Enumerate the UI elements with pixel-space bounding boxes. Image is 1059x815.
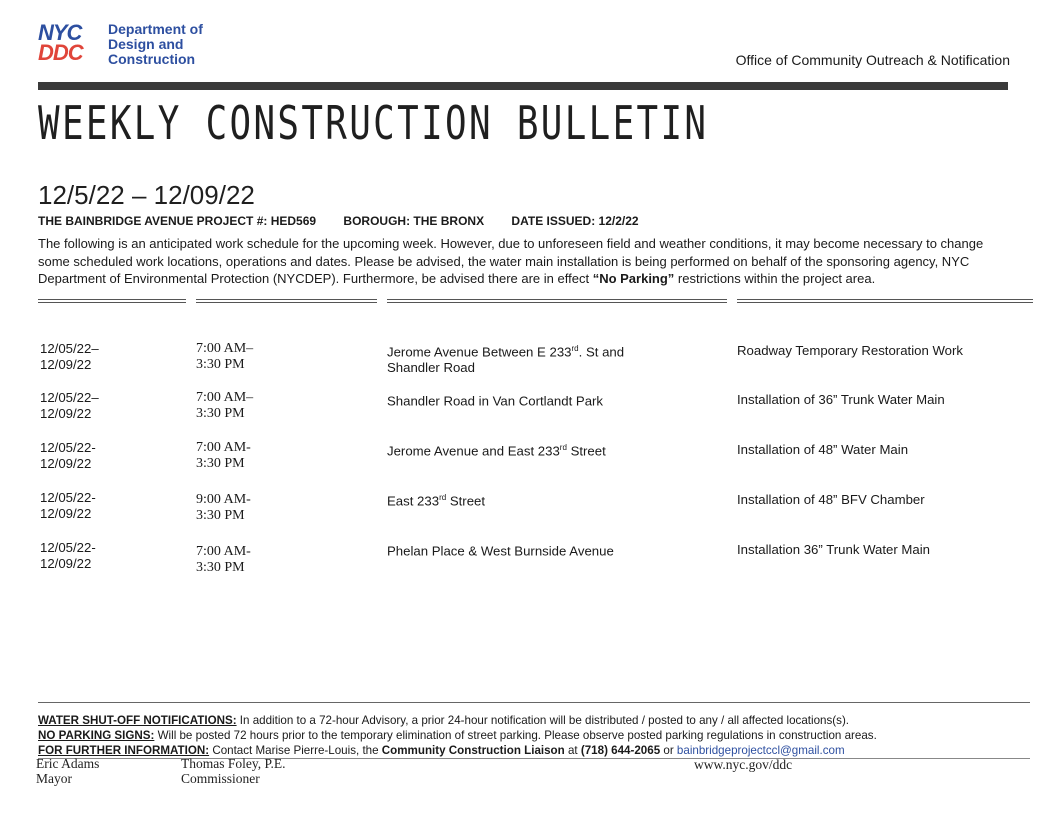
row-work: Installation of 48” Water Main	[737, 442, 909, 457]
location-text: Jerome Avenue Between E 233	[387, 344, 572, 360]
date-end: 12/09/22	[40, 556, 92, 571]
time-start: 7:00 AM–	[196, 390, 254, 405]
nyc-ddc-logo	[38, 22, 100, 66]
liaison-email-link[interactable]: bainbridgeprojectccl@gmail.com	[676, 744, 845, 757]
info-text-2: at	[564, 744, 581, 757]
commissioner-name: Thomas Foley, P.E.	[181, 756, 286, 771]
date-start: 12/05/22–	[40, 390, 99, 405]
row-time	[196, 341, 346, 373]
column-rule-time	[196, 299, 377, 303]
location-ordinal: rd	[559, 443, 567, 452]
location-text-cont: Street	[566, 443, 606, 459]
intro-text: The following is an anticipated work schedule for the upcoming week. However, due to unforeseen field and weather conditions, it may become necessary to change some scheduled work locations, operations and dates. Please be advised, the water main installation is being performed on behalf of the sponsoring agency, NYC Department of Environmental Protection (NYCDEP). Furthermore, be advised there are in effect	[38, 236, 984, 286]
logo-nyc: NYC	[38, 20, 82, 45]
liaison-title: Community Construction Liaison	[381, 744, 565, 757]
column-rule-location	[387, 299, 727, 303]
location-text-cont: . St and	[578, 344, 625, 360]
dept-line-2: Design and	[108, 36, 184, 52]
date-start: 12/05/22-	[40, 540, 96, 555]
department-name	[108, 22, 203, 67]
parking-text: Will be posted 72 hours prior to the temporary elimination of street parking. Please observe posted parking regulations in construction areas.	[154, 729, 877, 742]
office-name: Office of Community Outreach & Notification	[735, 52, 1010, 68]
info-text-3: or	[660, 744, 677, 757]
intro-paragraph	[38, 235, 1008, 288]
location-line-1	[387, 390, 687, 409]
row-location	[387, 490, 687, 509]
location-line-1	[387, 490, 687, 509]
mayor-signature	[36, 756, 99, 786]
time-start: 7:00 AM–	[196, 341, 254, 356]
date-range: 12/5/22 – 12/09/22	[38, 180, 255, 210]
location-line-1	[387, 341, 687, 360]
intro-bold: “No Parking”	[592, 271, 675, 286]
notifications	[38, 713, 1030, 758]
row-time	[196, 492, 346, 524]
header-divider	[38, 82, 1008, 90]
row-date	[40, 341, 160, 373]
time-start: 9:00 AM-	[196, 492, 251, 507]
no-parking-note	[38, 728, 1030, 743]
project-date-issued: DATE ISSUED: 12/2/22	[511, 214, 639, 228]
row-location	[387, 341, 687, 376]
row-time	[196, 440, 346, 472]
dept-line-1: Department of	[108, 21, 203, 37]
location-ordinal: rd	[439, 493, 447, 502]
water-label: WATER SHUT-OFF NOTIFICATIONS:	[38, 714, 237, 727]
location-text: Jerome Avenue and East 233	[387, 443, 560, 459]
time-end: 3:30 PM	[196, 508, 245, 523]
time-end: 3:30 PM	[196, 456, 245, 471]
commissioner-signature	[181, 756, 286, 786]
project-info	[38, 214, 663, 228]
row-time	[196, 390, 346, 422]
project-name: THE BAINBRIDGE AVENUE PROJECT #: HED569	[38, 214, 317, 228]
location-line-1	[387, 440, 687, 459]
time-start: 7:00 AM-	[196, 544, 251, 559]
date-end: 12/09/22	[40, 506, 92, 521]
water-text: In addition to a 72-hour Advisory, a prior 24-hour notification will be distributed / posted to any / all affected locations(s).	[236, 714, 850, 727]
row-location	[387, 540, 687, 559]
project-borough: BOROUGH: THE BRONX	[343, 214, 485, 228]
column-rule-date	[38, 299, 186, 303]
location-ordinal: rd	[571, 344, 579, 353]
commissioner-title: Commissioner	[181, 771, 260, 786]
date-start: 12/05/22-	[40, 440, 96, 455]
row-date	[40, 490, 160, 522]
date-start: 12/05/22-	[40, 490, 96, 505]
row-work: Installation of 36” Trunk Water Main	[737, 392, 945, 407]
location-text: East 233	[387, 493, 440, 509]
date-end: 12/09/22	[40, 357, 92, 372]
info-text-1: Contact Marise Pierre-Louis, the	[209, 744, 382, 757]
row-location	[387, 390, 687, 409]
location-text: Phelan Place & West Burnside Avenue	[387, 543, 614, 559]
date-end: 12/09/22	[40, 456, 92, 471]
mayor-title: Mayor	[36, 771, 72, 786]
location-text: Shandler Road in Van Cortlandt Park	[387, 393, 604, 409]
row-work: Installation 36” Trunk Water Main	[737, 542, 931, 557]
header	[38, 18, 1010, 70]
row-time	[196, 544, 346, 576]
website[interactable]: www.nyc.gov/ddc	[694, 757, 793, 772]
intro-tail: restrictions within the project area.	[674, 271, 876, 286]
mayor-name: Eric Adams	[36, 756, 100, 771]
time-start: 7:00 AM-	[196, 440, 251, 455]
page-title: WEEKLY CONSTRUCTION BULLETIN	[38, 96, 709, 150]
time-end: 3:30 PM	[196, 560, 245, 575]
info-label: FOR FURTHER INFORMATION:	[38, 744, 210, 757]
row-date	[40, 390, 160, 422]
time-end: 3:30 PM	[196, 406, 245, 421]
dept-line-3: Construction	[108, 51, 196, 67]
column-rule-work	[737, 299, 1033, 303]
location-line-1	[387, 540, 687, 559]
liaison-phone: (718) 644-2065	[580, 744, 661, 757]
row-date	[40, 440, 160, 472]
row-work: Installation of 48” BFV Chamber	[737, 492, 925, 507]
location-text-cont: Street	[446, 493, 486, 509]
time-end: 3:30 PM	[196, 357, 245, 372]
row-work: Roadway Temporary Restoration Work	[737, 343, 963, 358]
location-line-2: Shandler Road	[387, 360, 475, 376]
row-location	[387, 440, 687, 459]
logo-ddc: DDC	[38, 40, 83, 65]
footer-divider	[38, 702, 1030, 703]
date-start: 12/05/22–	[40, 341, 99, 356]
date-end: 12/09/22	[40, 406, 92, 421]
parking-label: NO PARKING SIGNS:	[38, 729, 155, 742]
row-date	[40, 540, 160, 572]
water-shutoff-note	[38, 713, 1030, 728]
